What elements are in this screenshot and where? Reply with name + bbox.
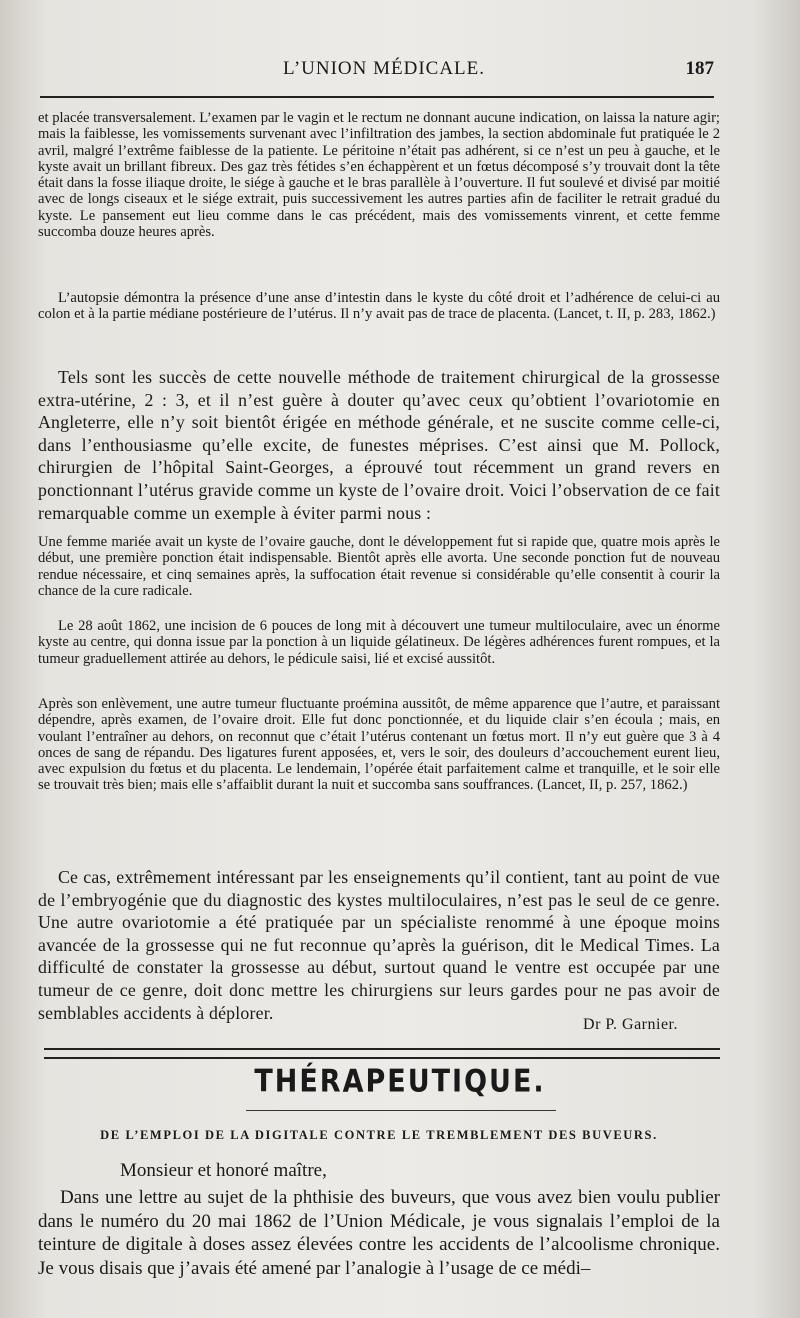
running-head <box>54 58 714 88</box>
paragraph-autopsy: L’autopsie démontra la présence d’une anse d’intestin dans le kyste du côté droit et l’adhérence de celui-ci au colon et à la partie médiane postérieure de l’utérus. Il n’y avait pas de trace de placenta. (Lancet, t. II, p. 283, 1862.) <box>38 290 720 323</box>
paragraph-operation: Le 28 août 1862, une incision de 6 pouces de long mit à découvert une tumeur multiloculaire, avec un énorme kyste au centre, qui donna issue par la ponction à un liquide gélatineux. De légères adhérences furent rompues, et la tumeur graduellement attirée au dehors, le pédicule saisi, lié et excisé aussitôt. <box>38 618 720 667</box>
paragraph-case-continued: et placée transversalement. L’examen par le vagin et le rectum ne donnant aucune indication, on laissa la nature agir; mais la faiblesse, les vomissements survenant avec l’infiltration des jambes, la section abdominale fut pratiquée le 2 avril, malgré l’extrême faiblesse de la patiente. Le péritoine n’était pas adhérent, si ce n’est un peu à gauche, et le kyste avait un brillant fibreux. Des gaz très fétides s’en échappèrent et un fœtus décomposé s’y trouvait dont la tête était dans la fosse iliaque droite, le siége à gauche et le bras parallèle à l’ouverture. Il fut soulevé et divisé par moitié avec de longs ciseaux et le siége extrait, puis successivement les autres parties afin de faciliter le retrait gradué du kyste. Le pansement eut lieu comme dans le cas précédent, mais des vomissements vinrent, et cette femme succomba douze heures après. <box>38 110 720 241</box>
paragraph-outcome: Après son enlèvement, une autre tumeur fluctuante proémina aussitôt, de même apparence que l’autre, et paraissant dépendre, après examen, de l’ovaire droit. Elle fut donc ponctionnée, et du liquide clair s’en écoula ; mais, en voulant l’entraîner au dehors, on reconnut que c’était l’utérus contenant un fœtus mort. Il n’y eut guère que 3 à 4 onces de sang de répandu. Des ligatures furent apposées, et, vers le soir, des douleurs d’accouchement eurent lieu, avec expulsion du fœtus et du placenta. Le lendemain, l’opérée était parfaitement calme et tranquille, et le soir elle se trouvait très bien; mais elle s’affaiblit durant la nuit et succomba sans souffrances. (Lancet, II, p. 257, 1862.) <box>38 696 720 794</box>
section-title-rule <box>246 1110 556 1111</box>
letter-paragraph: Dans une lettre au sujet de la phthisie des buveurs, que vous avez bien voulu publier dans le numéro du 20 mai 1862 de l’Union Médicale, je vous signalais l’emploi de la teinture de digitale à doses assez élevées contre les accidents de l’alcoolisme chronique. Je vous disais que j’avais été amené par l’analogie à l’usage de ce médi– <box>38 1187 720 1279</box>
running-title: L’UNION MÉDICALE. <box>282 58 486 79</box>
header-rule <box>40 96 714 98</box>
section-double-rule <box>44 1048 720 1059</box>
paragraph-commentary: Tels sont les succès de cette nouvelle méthode de traitement chirurgical de la grossesse extra-utérine, 2 : 3, et il n’est guère à douter qu’avec ceux qu’obtient l’ovariotomie en Angleterre, elle n’y soit bientôt érigée en méthode générale, et ne suscite comme celle-ci, dans l’enthousiasme qu’elle excite, de funestes méprises. C’est ainsi que M. Pollock, chirurgien de l’hôpital Saint-Georges, a éprouvé tout récemment un grand revers en ponctionnant l’utérus gravide comme un kyste de l’ovaire droit. Voici l’observation de ce fait remarquable comme un exemple à éviter parmi nous : <box>38 367 720 523</box>
article-title: DE L’EMPLOI DE LA DIGITALE CONTRE LE TREMBLEMENT DES BUVEURS. <box>100 1128 658 1142</box>
letter-salutation: Monsieur et honoré maître, <box>120 1160 327 1181</box>
section-title: THÉRAPEUTIQUE. <box>254 1063 546 1100</box>
paragraph-observation-intro: Une femme mariée avait un kyste de l’ovaire gauche, dont le développement fut si rapide que, quatre mois après le début, une première ponction était indispensable. Bientôt après elle avorta. Une seconde ponction fut de nouveau rendue nécessaire, et cinq semaines après, la suffocation était revenue si considérable qu’elle consentit à courir la chance de la cure radicale. <box>38 534 720 599</box>
paragraph-conclusion: Ce cas, extrêmement intéressant par les enseignements qu’il contient, tant au point de vue de l’embryogénie que du diagnostic des kystes multiloculaires, n’est pas le seul de ce genre. Une autre ovariotomie a été pratiquée par un spécialiste renommé à une époque moins avancée de la grossesse qui ne fut reconnue qu’après la guérison, dit le Medical Times. La difficulté de constater la grossesse au début, surtout quand le ventre est occupée par une tumeur de ce genre, doit donc mettre les chirurgiens sur leurs gardes pour ne pas avoir de semblables accidents à déplorer. <box>38 867 720 1023</box>
page-number: 187 <box>685 58 714 79</box>
author-signature: Dr P. Garnier. <box>583 1016 678 1033</box>
